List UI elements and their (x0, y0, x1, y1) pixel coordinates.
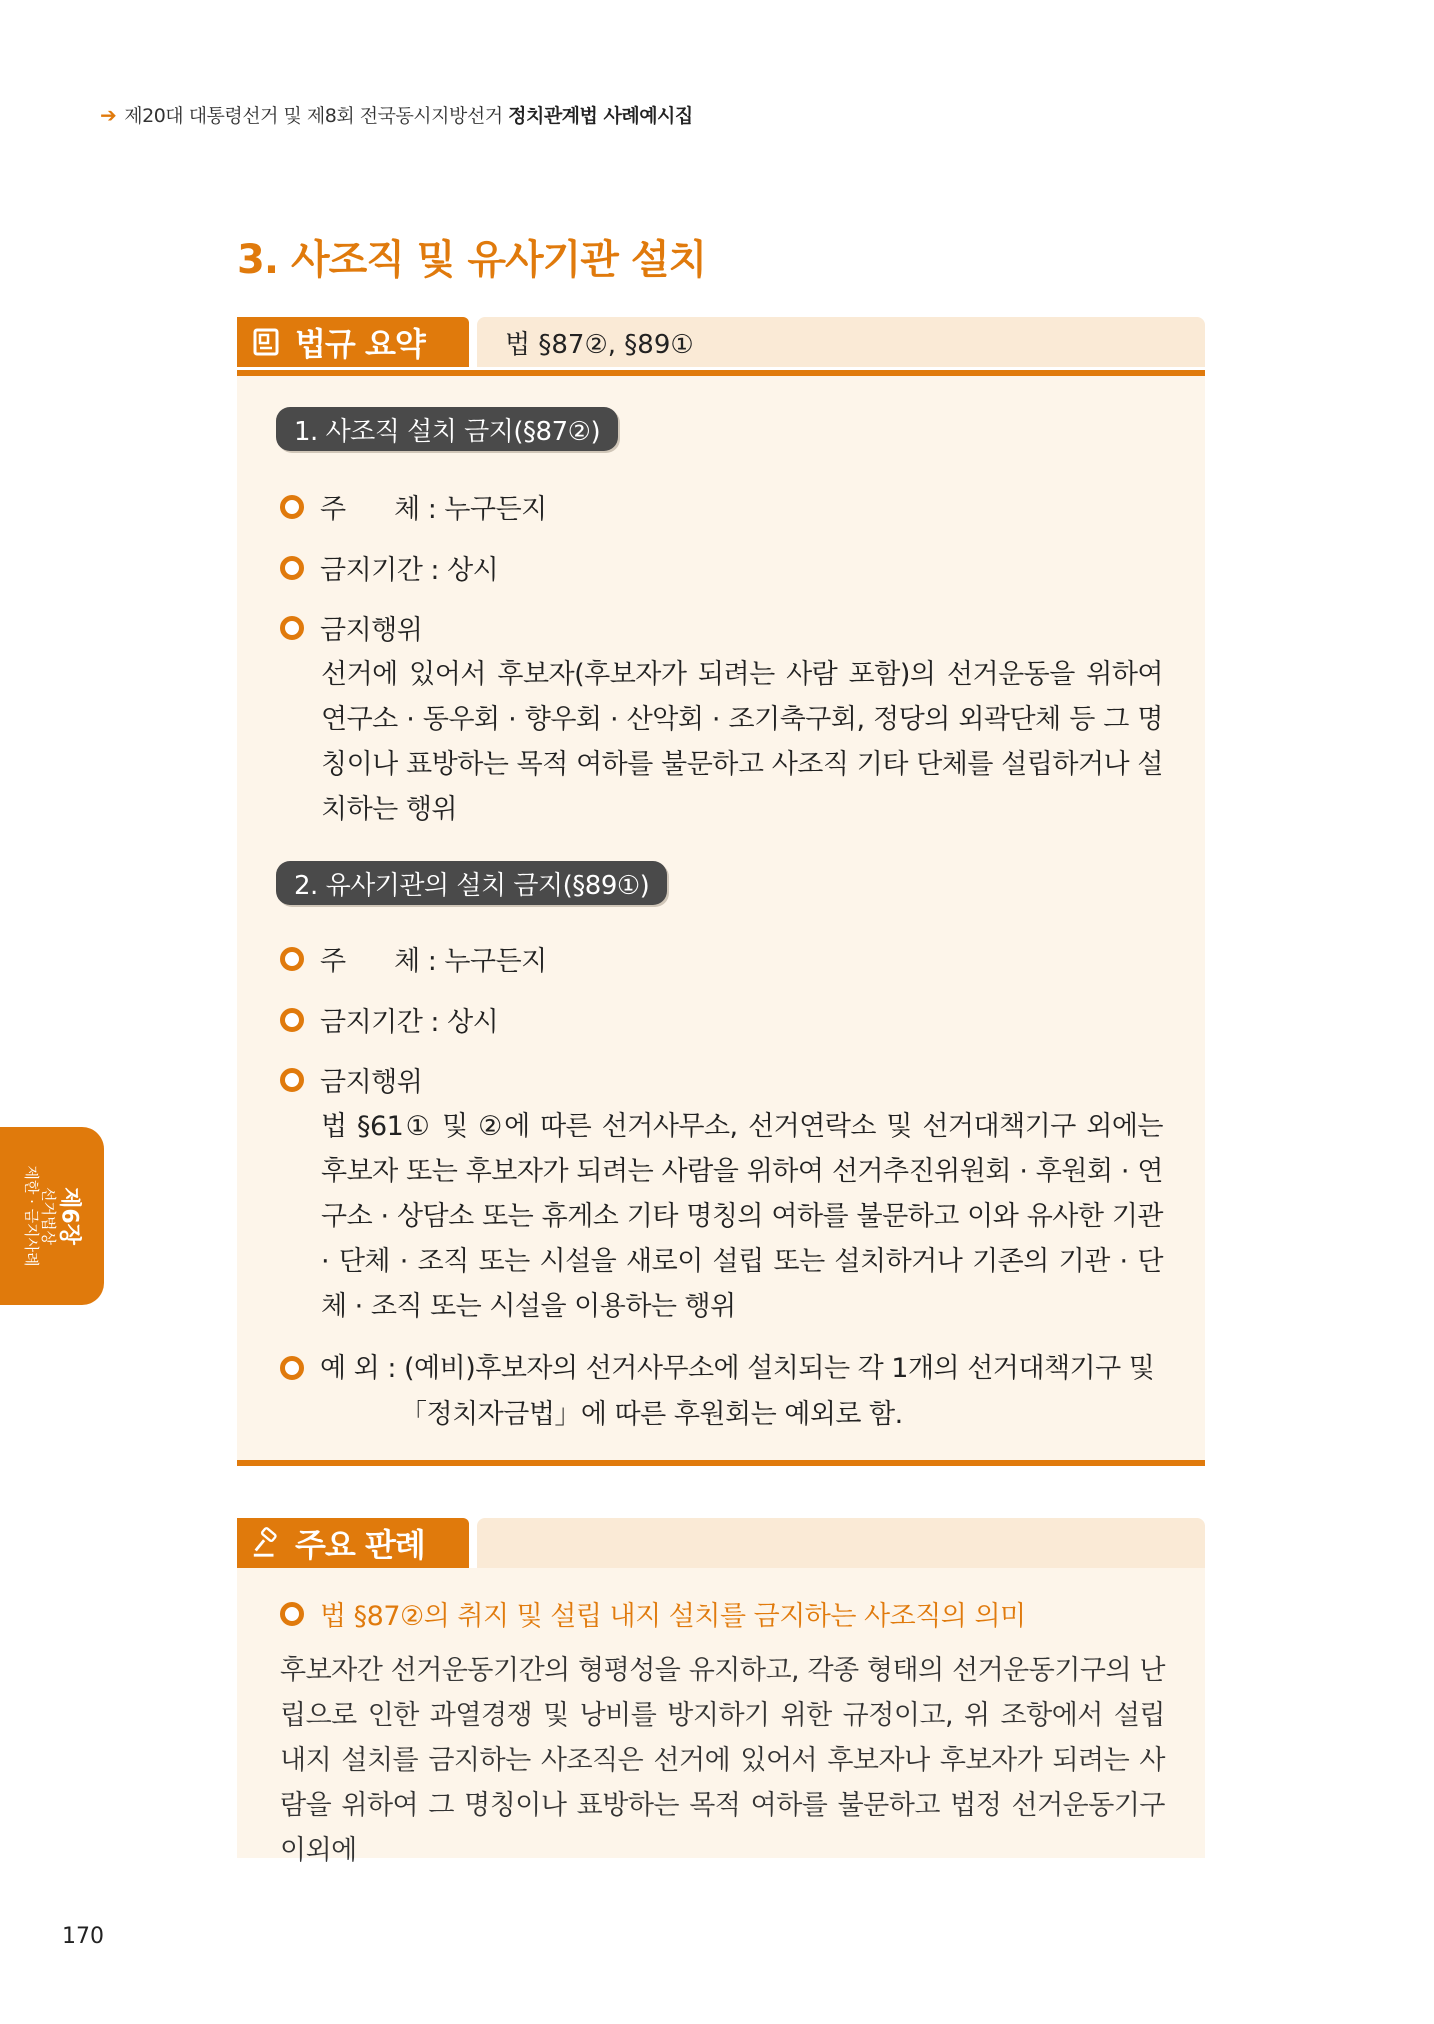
group1-act (280, 608, 422, 647)
chapter-side-tab (0, 1127, 104, 1305)
bullet-icon (280, 947, 304, 971)
group1-period-text: 금지기간 : 상시 (320, 555, 499, 586)
group2-title-pill: 2. 유사기관의 설치 금지(§89①) (276, 861, 667, 905)
cases-tab (237, 1518, 469, 1568)
case-title (280, 1594, 1026, 1633)
bullet-icon (280, 1602, 304, 1626)
group2-act-text: 법 §61① 및 ②에 따른 선거사무소, 선거연락소 및 선거대책기구 외에는 후보자 또는 후보자가 되려는 사람을 위하여 선거추진위원회 · 후원회 · 연구소 · 상담소 또는 휴게소 기타 명칭의 여하를 불문하고 이와 유사한 기관 · 단체 · 조직 또는 시설을 새로이 설립 또는 설치하거나 기존의 기관 · 단체 · 조직 또는 시설을 이용하는 행위 (321, 1111, 1163, 1322)
chapter-line1: 선거법상 (39, 1187, 58, 1245)
group1-period (280, 548, 498, 587)
group2-subject (280, 939, 547, 978)
group2-exception (280, 1346, 1165, 1438)
bullet-icon (280, 1008, 304, 1032)
exception-line2: 「정치자금법」에 따른 후원회는 예외로 함. (400, 1399, 903, 1430)
bullet-icon (280, 1356, 304, 1380)
page-number: 170 (62, 1924, 104, 1949)
gavel-icon (251, 1528, 281, 1558)
chapter-line2: 제한 · 금지사례 (22, 1165, 41, 1267)
summary-bottom-divider (237, 1460, 1205, 1466)
running-header (100, 101, 693, 128)
group1-subject-text: 주 체 : 누구든지 (320, 494, 547, 525)
cases-tab-bar (237, 1518, 1205, 1568)
bullet-icon (280, 556, 304, 580)
exception-line1: 예 외 : (예비)후보자의 선거사무소에 설치되는 각 1개의 선거대책기구 및 (320, 1353, 1155, 1384)
group1-act-text: 선거에 있어서 후보자(후보자가 되려는 사람 포함)의 선거운동을 위하여 연구소 · 동우회 · 향우회 · 산악회 · 조기축구회, 정당의 외곽단체 등 그 명칭이나 표방하는 목적 여하를 불문하고 사조직 기타 단체를 설립하거나 설치하는 행위 (321, 659, 1163, 825)
cases-tab-rest (477, 1518, 1205, 1568)
group1-title-pill: 1. 사조직 설치 금지(§87②) (276, 407, 618, 451)
group2-subject-text: 주 체 : 누구든지 (320, 946, 547, 977)
cases-tab-label: 주요 판례 (295, 1526, 425, 1564)
arrow-icon: ➔ (100, 102, 117, 127)
summary-tab (237, 317, 469, 367)
bullet-icon (280, 1068, 304, 1092)
group2-period-text: 금지기간 : 상시 (320, 1007, 499, 1038)
case-body: 후보자간 선거운동기간의 형평성을 유지하고, 각종 형태의 선거운동기구의 난립으로 인한 과열경쟁 및 낭비를 방지하기 위한 규정이고, 위 조항에서 설립 내지 설치를 금지하는 사조직은 선거에 있어서 후보자나 후보자가 되려는 사람을 위하여 그 명칭이나 표방하는 목적 여하를 불문하고 법정 선거운동기구 이외에 (280, 1655, 1165, 1866)
group1-subject (280, 487, 547, 526)
group2-act (280, 1060, 422, 1099)
document-icon (251, 327, 281, 357)
group2-period (280, 1000, 498, 1039)
header-bold: 정치관계법 사례예시집 (508, 105, 693, 127)
bullet-icon (280, 616, 304, 640)
case-title-text: 법 §87②의 취지 및 설립 내지 설치를 금지하는 사조직의 의미 (320, 1601, 1026, 1632)
summary-reference: 법 §87②, §89① (477, 317, 1205, 367)
section-title: 3. 사조직 및 유사기관 설치 (237, 237, 707, 283)
group2-act-label: 금지행위 (320, 1067, 423, 1098)
bullet-icon (280, 495, 304, 519)
group1-act-label: 금지행위 (320, 615, 423, 646)
header-prefix: 제20대 대통령선거 및 제8회 전국동시지방선거 (124, 105, 509, 127)
summary-tab-label: 법규 요약 (295, 325, 425, 363)
summary-tab-bar (237, 317, 1205, 367)
chapter-label: 제6장 (56, 1187, 82, 1245)
